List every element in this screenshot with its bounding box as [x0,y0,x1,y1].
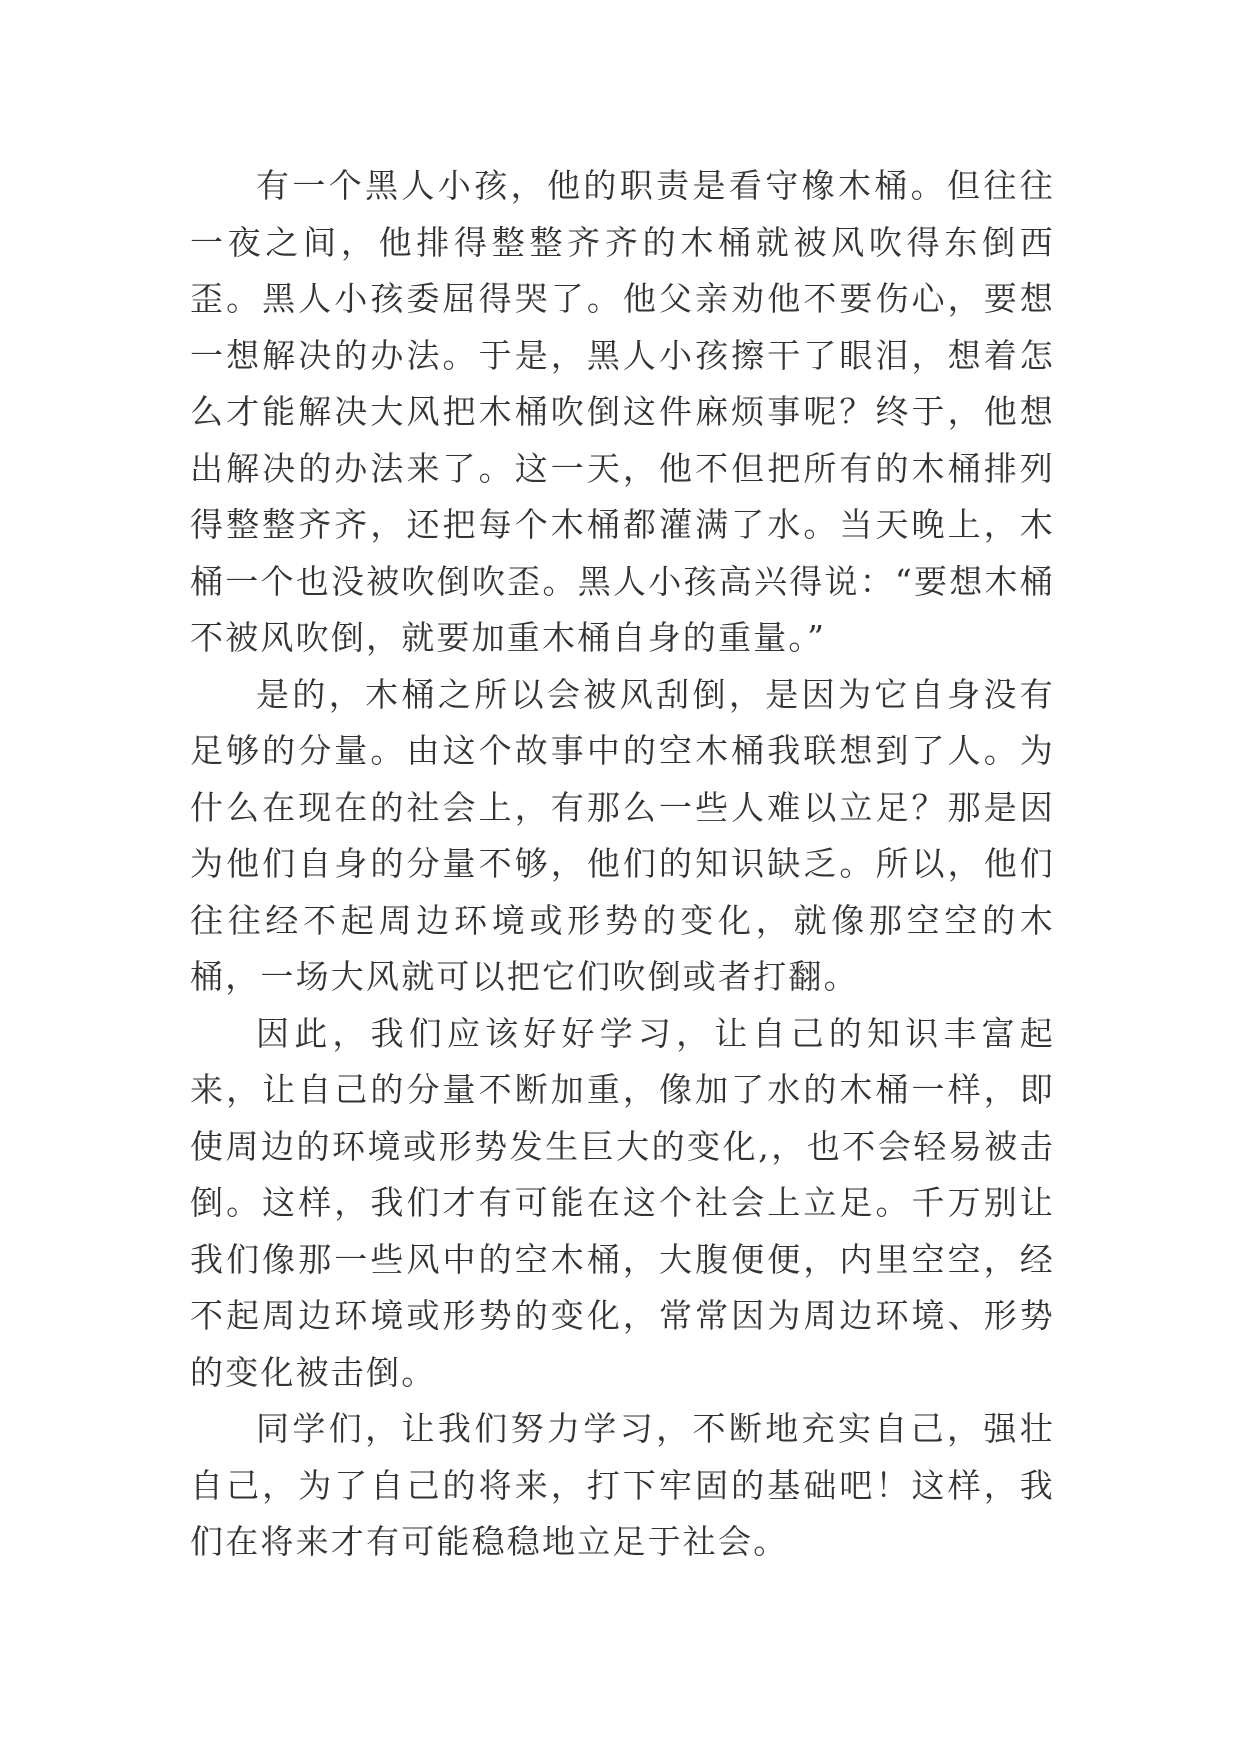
paragraph-4: 同学们，让我们努力学习，不断地充实自己，强壮自己，为了自己的将来，打下牢固的基础吧！这样，我们在将来才有可能稳稳地立足于社会。 [190,1409,1055,1561]
paragraph-3: 因此，我们应该好好学习，让自己的知识丰富起来，让自己的分量不断加重，像加了水的木桶一样，即使周边的环境或形势发生巨大的变化,，也不会轻易被击倒。这样，我们才有可能在这个社会上立足。千万别让我们像那一些风中的空木桶，大腹便便，内里空空，经不起周边环境或形势的变化，常常因为周边环境、形势的变化被击倒。 [190,1013,1055,1392]
paragraph-1: 有一个黑人小孩，他的职责是看守橡木桶。但往往一夜之间，他排得整整齐齐的木桶就被风吹得东倒西歪。黑人小孩委屈得哭了。他父亲劝他不要伤心，要想一想解决的办法。于是，黑人小孩擦干了眼泪，想着怎么才能解决大风把木桶吹倒这件麻烦事呢？终于，他想出解决的办法来了。这一天，他不但把所有的木桶排列得整整齐齐，还把每个木桶都灌满了水。当天晚上，木桶一个也没被吹倒吹歪。黑人小孩高兴得说：“要想木桶不被风吹倒，就要加重木桶自身的重量。” [190,166,1055,657]
document-body [190,158,1055,1571]
paragraph-2: 是的，木桶之所以会被风刮倒，是因为它自身没有足够的分量。由这个故事中的空木桶我联想到了人。为什么在现在的社会上，有那么一些人难以立足？那是因为他们自身的分量不够，他们的知识缺乏。所以，他们往往经不起周边环境或形势的变化，就像那空空的木桶，一场大风就可以把它们吹倒或者打翻。 [190,674,1055,996]
